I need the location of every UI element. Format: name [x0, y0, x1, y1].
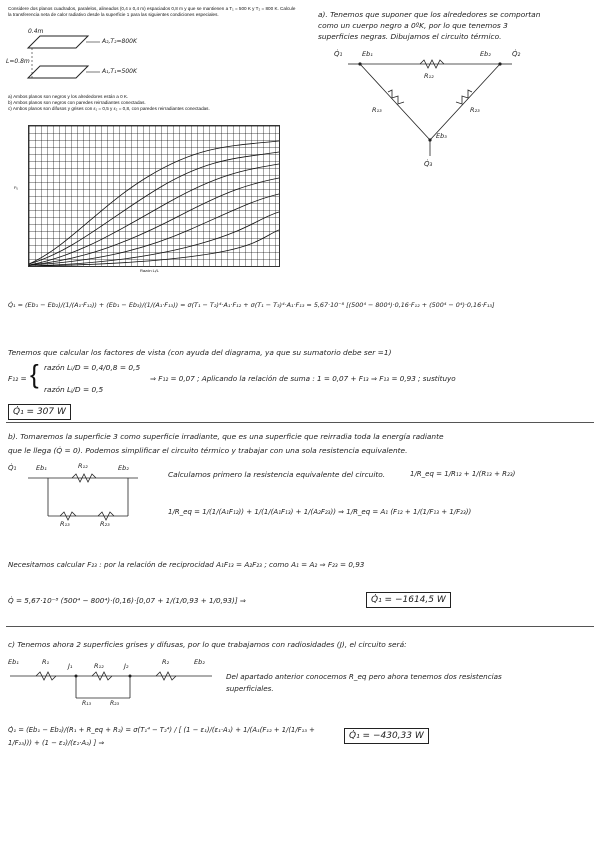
part-b-result: Q̇₁ = −1614,5 W	[366, 592, 451, 608]
separator-b-c	[6, 626, 594, 627]
part-b-req-expand: 1/R_eq = 1/(1/(A₁F₁₂)) + 1/(1/(A₁F₁₃) + 1/(A₂F₂₃)) ⇒ 1/R_eq = A₁ (F₁₂ + 1/(1/F₁₃ + 1/F₂₃))	[168, 508, 472, 516]
problem-item-c: c) Ambos planos son difusos y grises con ε₁ = 0,5 y ε₂ = 0,8, con paredes reirradiantes conectadas.	[8, 106, 210, 112]
part-c-line-1: c) Tenemos ahora 2 superficies grises y difusas, por lo que trabajamos con radiosidades (J), el circuito será:	[8, 640, 407, 649]
part-c-result: Q̇₁ = −430,33 W	[344, 728, 429, 744]
part-a-intro-3: superficies negras. Dibujamos el circuito térmico.	[318, 32, 502, 41]
part-b-circuit	[8, 462, 158, 532]
problem-item-a: a) Ambos planos son negros y los alrededores están a 0 K.	[8, 94, 129, 99]
part-b-reciprocity: Necesitamos calcular F₂₃ : por la relación de reciprocidad A₁F₁₃ = A₂F₂₃ ; como A₁ = A₂ ⇒ F₂₃ = 0,93	[8, 560, 365, 569]
part-b-line-1: b). Tomaremos la superficie 3 como superficie irradiante, que es una superficie que reirradia toda la energía radiante	[8, 432, 444, 441]
f12-label: F₁₂ =	[8, 374, 27, 383]
part-c-text-1: Del apartado anterior conocemos R_eq pero ahora tenemos dos resistencias	[226, 672, 502, 681]
chart-x-label: Razón Lᵢ/L	[140, 268, 159, 273]
circ-c-r1: R₁	[42, 658, 50, 666]
part-c-equation: Q̇₁ = (Eb₁ − Eb₂)/(R₁ + R_eq + R₂) = σ(T₁⁴ − T₂⁴) / [ (1 − ε₁)/(ε₁·A₁) + 1/(A₁(F₁₂ + 1/(1/F₁₃ + 1/F₂₃))) + (1 − ε₂)/(ε₂·A₂) ] ⇒	[8, 726, 315, 747]
part-a-result: Q̇₁ = 307 W	[8, 404, 71, 420]
circ-a-eb1: Eb₁	[362, 50, 373, 58]
part-a-circuit	[330, 48, 530, 183]
part-b-line-2: que le llega (Q̇ = 0). Podemos simplificar el circuito térmico y trabajar con una sola resistencia equivalente.	[8, 446, 408, 455]
circ-b-r13: R₁₃	[60, 520, 70, 528]
fig-side-label: 0.4m	[28, 28, 44, 35]
fig-plane2-label: A₂,T₂=800K	[102, 38, 137, 45]
circ-c-r23: R₂₃	[110, 700, 119, 707]
fig-plane1-label: A₁,T₁=500K	[102, 68, 137, 75]
problem-statement	[8, 6, 300, 18]
part-a-intro-2: como un cuerpo negro a 0ºK, por lo que tenemos 3	[318, 21, 508, 30]
problem-text: Considere dos planos cuadrados, paralelos, alineados (0,4 x 0,4 m) espaciados 0,8 m y que se mantienen a T₁ = 500 K y T₂ = 800 K. Calcule la transferencia neta de calor radiativo desde la superficie 1 para las siguientes condiciones especiales.	[8, 6, 296, 18]
part-c-circuit	[6, 654, 216, 714]
view-factor-chart	[28, 125, 280, 267]
circ-b-eb2: Eb₂	[118, 464, 129, 472]
circ-a-eb3: Eb₃	[436, 132, 447, 140]
circ-c-eb1: Eb₁	[8, 658, 19, 666]
part-b-equation: Q̇ = 5,67·10⁻⁸ (500⁴ − 800⁴)·(0,16)·[0,07 + 1/(1/0,93 + 1/0,93)] ⇒	[8, 596, 246, 605]
circ-a-r13: R₁₃	[372, 106, 382, 114]
problem-item-b: b) Ambos planos son negros con paredes reirradiantes conectadas.	[8, 100, 146, 106]
circ-b-r12: R₁₂	[78, 462, 88, 470]
circ-a-r23: R₂₃	[470, 106, 480, 114]
circ-c-r2: R₂	[162, 658, 170, 666]
circ-a-q3: Q̇₃	[424, 160, 433, 168]
planes-drawing	[10, 32, 160, 84]
chart-y-label: Fᵢⱼ	[14, 185, 18, 190]
circ-a-q2: Q̇₂	[512, 50, 521, 58]
fig-gap-label: L=0.8m	[6, 58, 30, 65]
circ-c-r13: R₁₃	[82, 700, 91, 707]
circ-a-q1: Q̇₁	[334, 50, 343, 58]
circ-a-r12: R₁₂	[424, 72, 434, 80]
ratio-1: razón Lᵢ/D = 0,4/0,8 = 0,5	[44, 363, 141, 372]
circ-c-j1: J₁	[68, 662, 73, 670]
f12-brace: {	[30, 359, 39, 389]
part-b-req-eq: 1/R_eq = 1/R₁₂ + 1/(R₁₃ + R₂₃)	[410, 470, 516, 478]
circ-c-eb2: Eb₂	[194, 658, 205, 666]
part-a-intro-1: a). Tenemos que suponer que los alrededores se comportan	[318, 10, 541, 19]
separator-a-b	[6, 422, 594, 423]
circ-b-r23: R₂₃	[100, 520, 110, 528]
ratio-2: razón Lⱼ/D = 0,5	[44, 385, 104, 394]
part-b-text: Calculamos primero la resistencia equivalente del circuito.	[168, 470, 386, 479]
part-a-note: Tenemos que calcular los factores de vista (con ayuda del diagrama, ya que su sumatorio debe ser =1)	[8, 348, 392, 357]
circ-c-j2: J₂	[124, 662, 129, 670]
part-b-circuit-drawing	[8, 462, 158, 532]
part-a-equation: Q̇₁ = (Eb₁ − Eb₂)/(1/(A₁·F₁₂)) + (Eb₁ − Eb₃)/(1/(A₁·F₁₃)) = σ(T₁ − T₂)⁴·A₁·F₁₂ + σ(T₁ − T₃)⁴·A₁·F₁₃ = 5,67·10⁻⁸ [(500⁴ − 800⁴)·0,16·F₁₂ + (500⁴ − 0⁴)·0,16·F₁₃]	[8, 301, 495, 309]
circ-c-req: R₁₂	[94, 662, 104, 670]
circ-b-eb1: Eb₁	[36, 464, 47, 472]
circ-b-q1: Q̇₁	[8, 464, 17, 472]
chart-curves	[29, 126, 279, 266]
problem-items	[8, 94, 300, 113]
part-c-text-2: superficiales.	[226, 684, 274, 693]
f12-result: ⇒ F₁₂ = 0,07 ; Aplicando la relación de suma : 1 = 0,07 + F₁₃ ⇒ F₁₃ = 0,93 ; sustituyo	[150, 374, 456, 383]
planes-figure	[6, 28, 160, 84]
circ-a-eb2: Eb₂	[480, 50, 491, 58]
